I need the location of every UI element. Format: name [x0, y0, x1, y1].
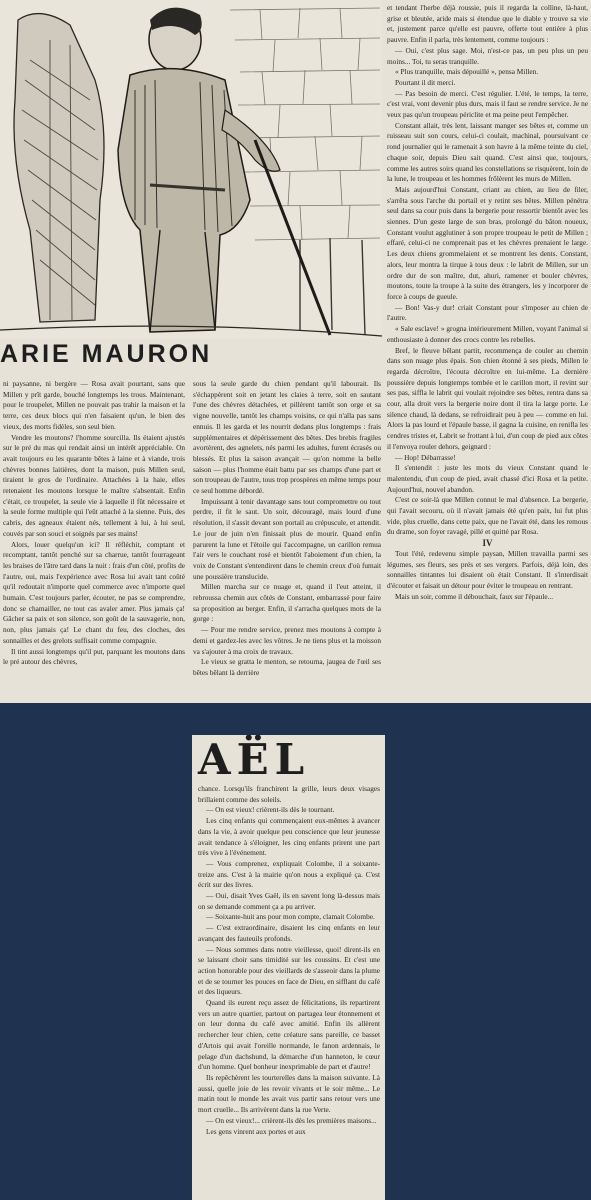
paragraph: Tout l'été, redevenu simple paysan, Millen travailla parmi ses légumes, ses fleurs, ses prés et ses vergers. Parfois, déjà loin, des sonnailles tintantes lui disaient où était Constant. Il s'interdisait d'écouter et faisait un détour pour éviter le troupeau en rentrant. [387, 548, 588, 590]
paragraph: — Oui, disait Yves Gaël, ils en savent long là-dessus mais on se demande comment ça a pu arriver. [198, 891, 380, 911]
section-number: IV [482, 538, 493, 549]
illustration-shepherd-drawing [0, 0, 382, 338]
paragraph: Vendre les moutons? l'homme sourcilla. Ils étaient ajustés sur le pré du mas qui rendait ainsi un intérêt appréciable. On avait toujours eu les quarante bêtes à laine et à viande, trois chèvres bonnes laitières, dont la maison, puis Millen seul, tiraient le gros de l'ordinaire. Attachées à la haie, elles retenaient les moutons lorsque le maître s'absentait. Enfin c'était, ce troupelet, la seule vie à laquelle il fût nécessaire et la seule forme multiple qui l'eût attaché à la sienne. Puis, des cabris, des agneaux étaient nés, tellement à lui, à lui seul, couvés par son souci et soignés par ses mains! [3, 432, 185, 538]
paragraph: Il tint aussi longtemps qu'il put, parquant les moutons dans le pré autour des chèvres, [3, 646, 185, 667]
paragraph: Pourtant il dit merci. [395, 77, 456, 87]
story-title: AËL [198, 735, 311, 784]
paragraph: — On est vieux! crièrent-ils dès le tournant. [206, 805, 335, 815]
story-column [198, 784, 380, 1198]
paragraph: — On est vieux!... crièrent-ils dès les premières maisons... [206, 1115, 377, 1125]
paragraph: — Vous comprenez, expliquait Colombe, il a soixante-treize ans. C'est à la mairie qu'on nous a expliqué ça. C'est écrit sur des livres. [198, 858, 380, 890]
story-illustration [0, 0, 382, 338]
paragraph: « Plus tranquille, mais dépouillé », pensa Millen. [395, 67, 539, 77]
paragraph: — Pas besoin de merci. C'est régulier. L'été, le temps, la terre, c'est vrai, vont devenir plus durs, mais il faut se rendre service. Je ne veux pas qu'un troupeau périclite et ma peine peut l'empêcher. [387, 88, 588, 120]
paragraph: ni paysanne, ni bergère — Rosa avait pourtant, sans que Millen y prît garde, bouché longtemps les trous. Maintenant, pour le troupelet, Millen ne pouvait pas trahir la maison et la terre, ces deux blocs qui n'en faisaient qu'un, le bien des vieux, des morts fidèles, son seul bien. [3, 379, 185, 431]
paragraph: — Nous sommes dans notre vieillesse, quoi! dirent-ils en se laissant choir sans timidité sur les coussins. Et c'est une action honorable pour des vieillards de s'asseoir dans la plume et de se tourner les pouces en face de Dieu, en sifflant du café et des liqueurs. [198, 944, 380, 997]
paragraph: chance. Lorsqu'ils franchirent la grille, leurs deux visages brillaient comme des soleils. [198, 784, 380, 804]
paragraph: et tendant l'herbe déjà roussie, puis il regarda la colline, là-haut, grise et bleutée, aride mais si étendue que le diable y trouve sa vie et, justement parce qu'elle est pauvre, offerte tout entière à plus pauvre. Enfin il parla, très lentement, comme toujours : [387, 3, 588, 45]
paragraph: Les cinq enfants qui commençaient eux-mêmes à avancer dans la vie, à avoir quelque peu conscience que leur jeunesse avait tendance à s'éloigner, les cinq enfants prirent une part très vive à l'événement. [198, 816, 380, 858]
paragraph: Mais aujourd'hui Constant, criant au chien, au lieu de filer, s'arrêta sous l'arche du portail et y retint ses bêtes. Millen pénétra seul dans sa cour puis dans la bergerie pour ressortir bientôt avec les siennes. D'un geste large de son bras, prolongé du bâton noueux, Constant voulut agglutiner à son propre troupeau le petit de Millen ; effaré, celui-ci ne comprenait pas et les chèvres prenaient le large. Les deux chiens grommelaient et se montrent les dents. Constant, alors, leur montra la tirque à tous deux : le labrit de Millen, sur un ordre dur de son maître, dut, ahuri, ramener et bouler chèvres, moutons, toute la troupe à la suite des étrangers, les y incorporer de force à coups de gueule. [387, 184, 588, 301]
paragraph: — Oui, c'est plus sage. Moi, n'est-ce pas, un peu plus un peu moins... Toi, tu seras tranquille. [387, 45, 588, 66]
paragraph: Millen marcha sur ce nuage et, quand il l'eut atteint, il rebroussa chemin aux côtés de Constant, embarrassé pour faire sa proposition au berger. Enfin, il s'arracha quelques mots de la gorge : [193, 582, 381, 624]
paragraph: — C'est extraordinaire, disaient les cinq enfants en leur avançant des fauteuils profonds. [198, 923, 380, 943]
paragraph: « Sale esclave! » grogna intérieurement Millen, voyant l'animal si enthousiaste à donner des crocs contre les rebelles. [387, 324, 588, 344]
paragraph: — Pour me rendre service, prenez mes moutons à compte à demi et gardez-les avec les vôtres. Je ne tiens plus et la moisson va s'ajouter à ma croix de travaux. [193, 625, 381, 656]
paragraph: Mais un soir, comme il débouchait, faux sur l'épaule... [395, 591, 554, 601]
article-column-2 [193, 379, 381, 701]
paragraph: Le vieux se gratta le menton, se retourna, jaugea de l'œil ses bêtes bêlant là derrière [193, 657, 381, 677]
paragraph: — Soixante-huit ans pour mon compte, clamait Colombe. [206, 912, 375, 922]
paragraph: Bref, le fleuve bêlant partit, recommença de couler au chemin dans son nuage plus épais. Son chien étonné à ses pieds, Millen le regarda décroître, l'écouta décroître en lui-même. La dernière poussière depuis longtemps tombée et le carillon mort, il revint sur ses pas, siffla le labrit qui voulait rejoindre ses bêtes, rentra dans sa cour, alla droit vers la bergerie noire dont il tira la large porte. Le silence chaud, là dedans, se refroidirait peu à peu — comme en lui. Alors la pas lourd et l'épaule basse, il gagna la cuisine, en renifla les cendres tristes et, Labrit se frottant à lui, d'un coup de pied aux côtes il l'envoya rouler dehors, geignard : [387, 345, 588, 451]
paragraph: Impuissant à tenir davantage sans tout compromettre ou tout perdre, il fit le saut. Un soir, découragé, mais lourd d'une résolution, il s'assit devant son portail au crépuscule, et attendit. Le jour de juin n'en finissait plus de mourir. Quand enfin parurent la lune et l'étoile qui l'accompagne, un carillon remua l'air vers le couchant rosé et bientôt l'aboiement d'un chien, la voix de Constant s'entendirent dans le chemin creux d'où fumait une poussière translucide. [193, 496, 381, 581]
paragraph: — Hop! Débarrasse! [395, 452, 456, 462]
paragraph: Ils repêchèrent les tourterelles dans la maison suivante. Là aussi, quelle joie de les revoir vivants et le soir même... Le matin tout le monde les avait vus partir sans retour vers une mort cruelle... Ils arrivèrent dans la rue Verte. [198, 1072, 380, 1115]
clipping-gael [192, 735, 385, 1200]
article-title: ARIE MAURON [0, 340, 213, 368]
article-column-3 [387, 3, 588, 701]
paragraph: Quand ils eurent reçu assez de félicitations, ils repartirent vers un autre quartier, partout on partagea leur étonnement et on leur donna du café avec amitié. Enfin ils allèrent rechercher leur chien, cette créature sans pareille, ce basset d'Artois qui avait l'oreille normande, le fanon ardennais, le pelage d'un dachshund, la démarche d'un hanneton, le cœur d'un homme. Quel bonheur inexprimable de part et d'autre! [198, 998, 380, 1072]
paragraph: Il s'entendit : juste les mots du vieux Constant quand le malentendu, d'un coup de pied, avait chassé d'ici Rosa et la petite. Aujourd'hui, nouvel abandon. [387, 463, 588, 494]
article-column-1 [3, 379, 185, 701]
paragraph: sous la seule garde du chien pendant qu'il labourait. Ils s'échappèrent soit en jetant les claies à terre, soit en sautant l'une des chèvres détachées, et pillèrent tantôt son orge et sa vigne nouvelle, tantôt les champs voisins, ce qui n'alla pas sans ennuis. Il les garda et les nourrit dedans plus longtemps : frais supplémentaires et dépérissement des bêtes. Des brebis fragiles avortèrent, des agnelets, nés parmi les adultes, furent écrasés ou blessés. Et plus la saison avançait — qu'on nomme la belle saison — plus l'homme était battu par ses champs d'une part et son troupeau de l'autre, tous trop prospères en même temps pour ce seul homme débordé. [193, 379, 381, 496]
paragraph: Constant allait, très lent, laissant manger ses bêtes et, comme un ruisseau suit son cours, celui-ci coulait, machinal, poursuivant ce rond journalier qui le ramenait à son havre à la même teinte du ciel, chaque soir, depuis Dieu sait quand. C'est ainsi que, toujours, comme les autres soirs quand les constellations se risquèrent, loin de la lune, le troupeau et les hommes frôlèrent les murs de Millen. [387, 120, 588, 184]
paragraph: — Bon! Vas-y dur! criait Constant pour s'imposer au chien de l'autre. [387, 302, 588, 323]
paragraph: Les gens vinrent aux portes et aux [206, 1126, 306, 1136]
paragraph: C'est ce soir-là que Millen connut le mal d'absence. La bergerie, qui l'avait secouru, où il n'avait jamais été qu'en paix, lui fut plus vide, plus cruelle, dans cette paix, que ne l'avait été, dans les remous du drame, son foyer ravagé, pillé et quitté par Rosa. [387, 495, 588, 537]
paragraph: Alors, louer quelqu'un ici? Il réfléchit, comptant et recomptant, tantôt penché sur sa charrue, tantôt fourrageant les braises de l'âtre tard dans la nuit : frais d'un côté, profits de l'autre, oui, mais l'expérience avec Rosa lui avait tant coûté qu'il redoutait n'importe quel commerce avec n'importe quel humain. C'est toujours parler, écouter, ne pas se comprendre, donc se chamailler, ne tout cas avaler amer. Plus jamais ça! Gâcher sa paix et son silence, son goût de la sauvagerie, non, non, plus jamais ça! Le chant du feu, des cloches, des sonnailles et des grelots suffisait comme compagnie. [3, 539, 185, 645]
